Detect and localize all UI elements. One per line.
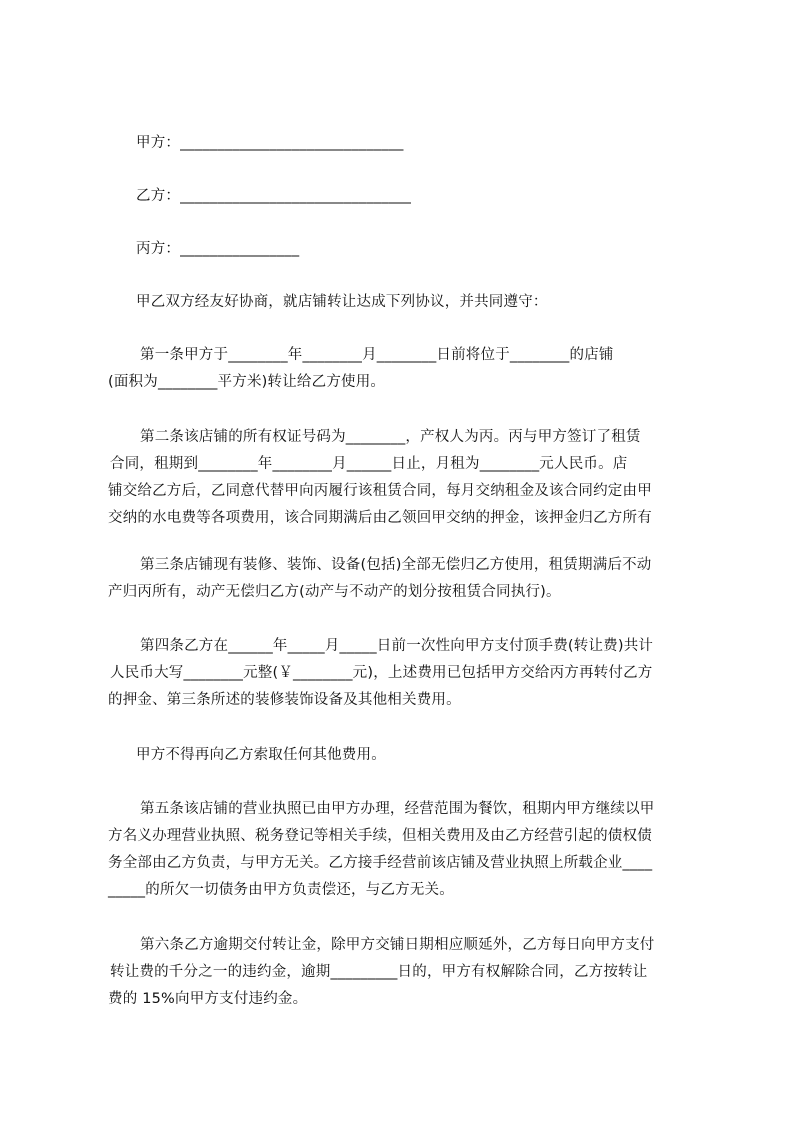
article-2-line: 第二条该店铺的所有权证号码为________，产权人为丙。丙与甲方签订了租赁 — [140, 429, 641, 445]
article-4-line: 的押金、第三条所述的装修装饰设备及其他相关费用。 — [108, 692, 461, 708]
article-5-line: _____的所欠一切债务由甲方负责偿还，与乙方无关。 — [108, 882, 454, 898]
article-2-line: 铺交给乙方后，乙同意代替甲向丙履行该租赁合同，每月交纳租金及该合同约定由甲 — [108, 483, 652, 499]
intro-paragraph: 甲乙双方经友好协商，就店铺转让达成下列协议，并共同遵守： — [136, 294, 548, 310]
article-5-line: 第五条该店铺的营业执照已由甲方办理，经营范围为餐饮，租期内甲方继续以甲 — [140, 801, 655, 817]
article-4-line: 人民币大写________元整(￥________元)，上述费用已包括甲方交给丙方再转付乙方 — [110, 665, 653, 681]
article-5-line: 务全部由乙方负责，与甲方无关。乙方接手经营前该店铺及营业执照上所载企业____ — [108, 855, 653, 871]
article-1-line: 第一条甲方于________年________月________日前将位于________的店铺 — [140, 347, 614, 363]
article-2-line: 合同，租期到________年________月______日止，月租为________元人民币。店 — [110, 456, 628, 472]
no-other-fees-paragraph: 甲方不得再向乙方索取任何其他费用。 — [136, 747, 386, 763]
article-5-line: 方名义办理营业执照、税务登记等相关手续，但相关费用及由乙方经营引起的债权债 — [108, 828, 652, 844]
party-a-line: 甲方：______________________________ — [136, 135, 404, 151]
article-6-line: 费的 15%向甲方支付违约金。 — [108, 991, 308, 1007]
party-b-line: 乙方：_______________________________ — [136, 188, 412, 204]
article-4-line: 第四条乙方在______年_____月_____日前一次性向甲方支付顶手费(转让费)共计 — [140, 638, 654, 654]
article-6-line: 第六条乙方逾期交付转让金，除甲方交铺日期相应顺延外，乙方每日向甲方支付 — [140, 937, 655, 953]
article-2-line: 交纳的水电费等各项费用，该合同期满后由乙领回甲交纳的押金，该押金归乙方所有 — [108, 510, 652, 526]
article-3-line: 产归丙所有，动产无偿归乙方(动产与不动产的划分按租赁合同执行)。 — [108, 584, 561, 600]
party-c-line: 丙方：________________ — [136, 241, 300, 257]
article-6-line: 转让费的千分之一的违约金，逾期_________日的，甲方有权解除合同，乙方按转让 — [110, 964, 648, 980]
article-1-line: (面积为________平方米)转让给乙方使用。 — [108, 374, 386, 390]
article-3-line: 第三条店铺现有装修、装饰、设备(包括)全部无偿归乙方使用，租赁期满后不动 — [140, 557, 652, 573]
